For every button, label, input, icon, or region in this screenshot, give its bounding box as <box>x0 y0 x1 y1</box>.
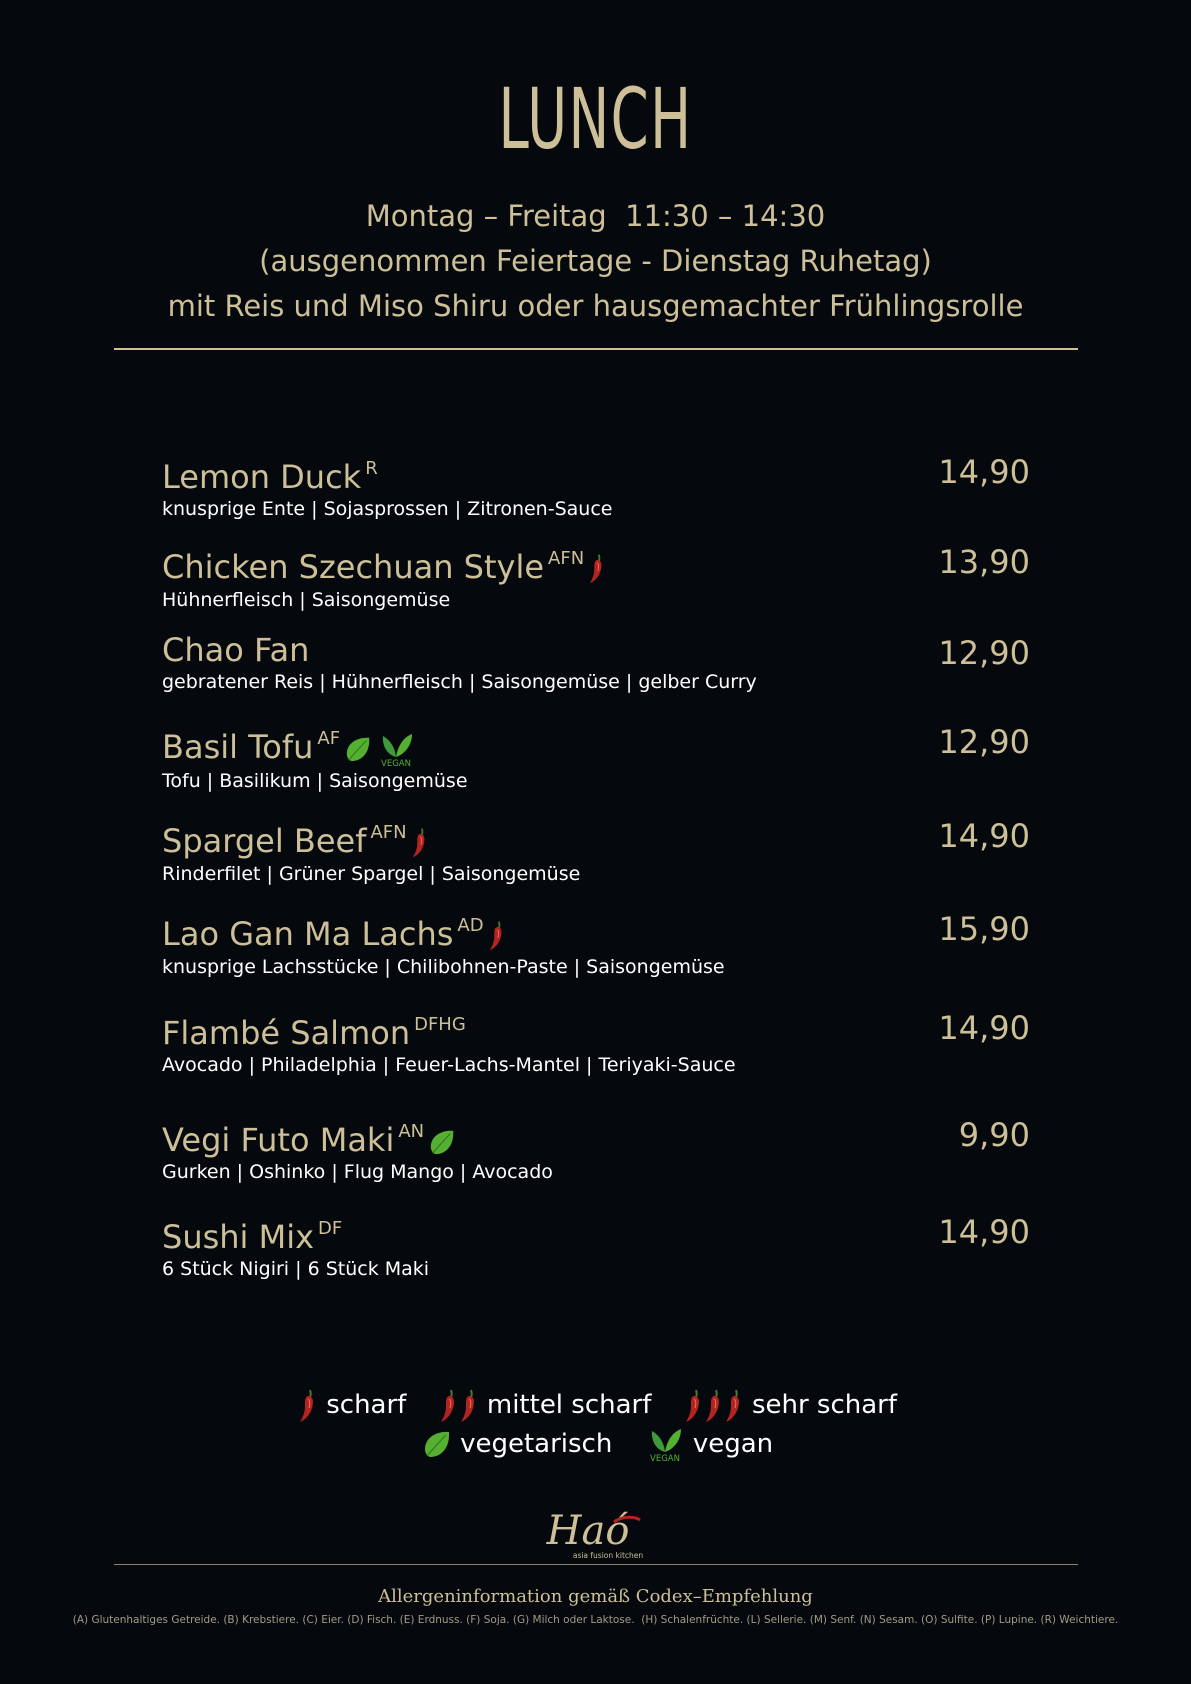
svg-text:Haó: Haó <box>546 1508 630 1554</box>
menu-item <box>162 451 1032 521</box>
item-name: Basil Tofu <box>162 728 314 766</box>
item-price: 13,90 <box>938 543 1030 581</box>
legend-hot-label: sehr scharf <box>751 1390 898 1420</box>
chili-pepper-icon <box>298 1387 318 1425</box>
item-price: 12,90 <box>938 634 1030 672</box>
hours-line-3: mit Reis und Miso Shiru oder hausgemachter Frühlingsrolle <box>167 289 1024 323</box>
menu-item <box>162 1114 1032 1184</box>
legend-hot <box>680 1386 897 1425</box>
item-name: Lao Gan Ma Lachs <box>162 915 454 953</box>
chili-pepper-icon <box>724 1387 744 1425</box>
item-description: Avocado | Philadelphia | Feuer-Lachs-Mantel | Teriyaki-Sauce <box>162 1054 736 1076</box>
legend-vegetarian <box>418 1425 613 1463</box>
item-price: 12,90 <box>938 723 1030 761</box>
restaurant-logo <box>536 1504 656 1562</box>
item-allergens: DFHG <box>414 1014 466 1035</box>
menu-title: LUNCH <box>498 70 693 168</box>
item-name: Vegi Futo Maki <box>162 1121 395 1159</box>
menu-item <box>162 1007 1032 1077</box>
item-allergens: AF <box>317 728 341 749</box>
hours-line-1: Montag – Freitag 11:30 – 14:30 <box>365 199 826 233</box>
icon-legend <box>0 1386 1191 1463</box>
vegetarian-leaf-icon <box>344 735 372 763</box>
legend-medium-label: mittel scharf <box>486 1390 652 1420</box>
item-allergens: AFN <box>548 548 585 569</box>
legend-vegan <box>641 1425 774 1463</box>
menu-item <box>162 1211 1032 1281</box>
hours-line-2: (ausgenommen Feiertage - Dienstag Ruhetag) <box>259 244 932 278</box>
chili-pepper-icon <box>588 552 606 586</box>
menu-item <box>162 908 1032 978</box>
item-allergens: R <box>365 458 378 479</box>
item-allergens: AFN <box>370 822 407 843</box>
chili-pepper-icon <box>439 1387 459 1425</box>
item-name: Lemon Duck <box>162 458 362 496</box>
menu-item <box>162 632 1032 702</box>
item-price: 14,90 <box>938 1213 1030 1251</box>
allergen-list: (A) Glutenhaltiges Getreide. (B) Krebstiere. (C) Eier. (D) Fisch. (E) Erdnuss. (F) Soja. (G) Milch oder Laktose. (H) Schalenfrüchte. (L) Sellerie. (M) Senf. (N) Sesam. (O) Sulfite. (P) Lupine. (R) Weichtiere. <box>72 1614 1119 1626</box>
item-allergens: DF <box>318 1218 343 1239</box>
legend-medium <box>435 1386 652 1425</box>
item-description: gebratener Reis | Hühnerfleisch | Saisongemüse | gelber Curry <box>162 671 757 693</box>
chili-pepper-icon <box>488 919 506 953</box>
item-name: Flambé Salmon <box>162 1014 411 1052</box>
item-description: knusprige Ente | Sojasprossen | Zitronen-Sauce <box>162 498 613 520</box>
item-name: Sushi Mix <box>162 1218 315 1256</box>
vegan-leaf-icon <box>376 731 416 767</box>
legend-vegan-label: vegan <box>692 1428 774 1459</box>
item-price: 9,90 <box>958 1116 1030 1154</box>
menu-item <box>162 541 1032 611</box>
item-description: Tofu | Basilikum | Saisongemüse <box>162 770 468 792</box>
item-name: Chao Fan <box>162 631 310 669</box>
chili-pepper-icon <box>459 1387 479 1425</box>
header-divider <box>114 348 1078 350</box>
item-price: 14,90 <box>938 1009 1030 1047</box>
item-allergens: AN <box>398 1121 425 1142</box>
item-description: Gurken | Oshinko | Flug Mango | Avocado <box>162 1161 553 1183</box>
menu-item <box>162 815 1032 885</box>
legend-mild <box>294 1386 406 1425</box>
item-name: Chicken Szechuan Style <box>162 548 545 586</box>
vegan-leaf-icon <box>645 1426 685 1462</box>
footer-divider <box>114 1564 1078 1565</box>
vegetarian-leaf-icon <box>422 1429 452 1459</box>
lunch-hours <box>0 194 1191 329</box>
item-description: knusprige Lachsstücke | Chilibohnen-Paste | Saisongemüse <box>162 956 725 978</box>
item-description: Hühnerfleisch | Saisongemüse <box>162 589 451 611</box>
svg-text:asia fusion kitchen: asia fusion kitchen <box>572 1551 644 1560</box>
item-description: Rinderfilet | Grüner Spargel | Saisongemüse <box>162 863 581 885</box>
legend-vegetarian-label: vegetarisch <box>460 1428 613 1459</box>
chili-pepper-icon <box>704 1387 724 1425</box>
allergen-title: Allergeninformation gemäß Codex–Empfehlung <box>378 1586 813 1607</box>
item-price: 14,90 <box>938 817 1030 855</box>
chili-pepper-icon <box>684 1387 704 1425</box>
item-name: Spargel Beef <box>162 822 367 860</box>
item-price: 14,90 <box>938 453 1030 491</box>
item-price: 15,90 <box>938 910 1030 948</box>
menu-item <box>162 721 1032 791</box>
item-description: 6 Stück Nigiri | 6 Stück Maki <box>162 1258 430 1280</box>
chili-pepper-icon <box>411 826 429 860</box>
item-allergens: AD <box>457 915 484 936</box>
vegetarian-leaf-icon <box>428 1128 456 1156</box>
legend-mild-label: scharf <box>326 1390 407 1420</box>
